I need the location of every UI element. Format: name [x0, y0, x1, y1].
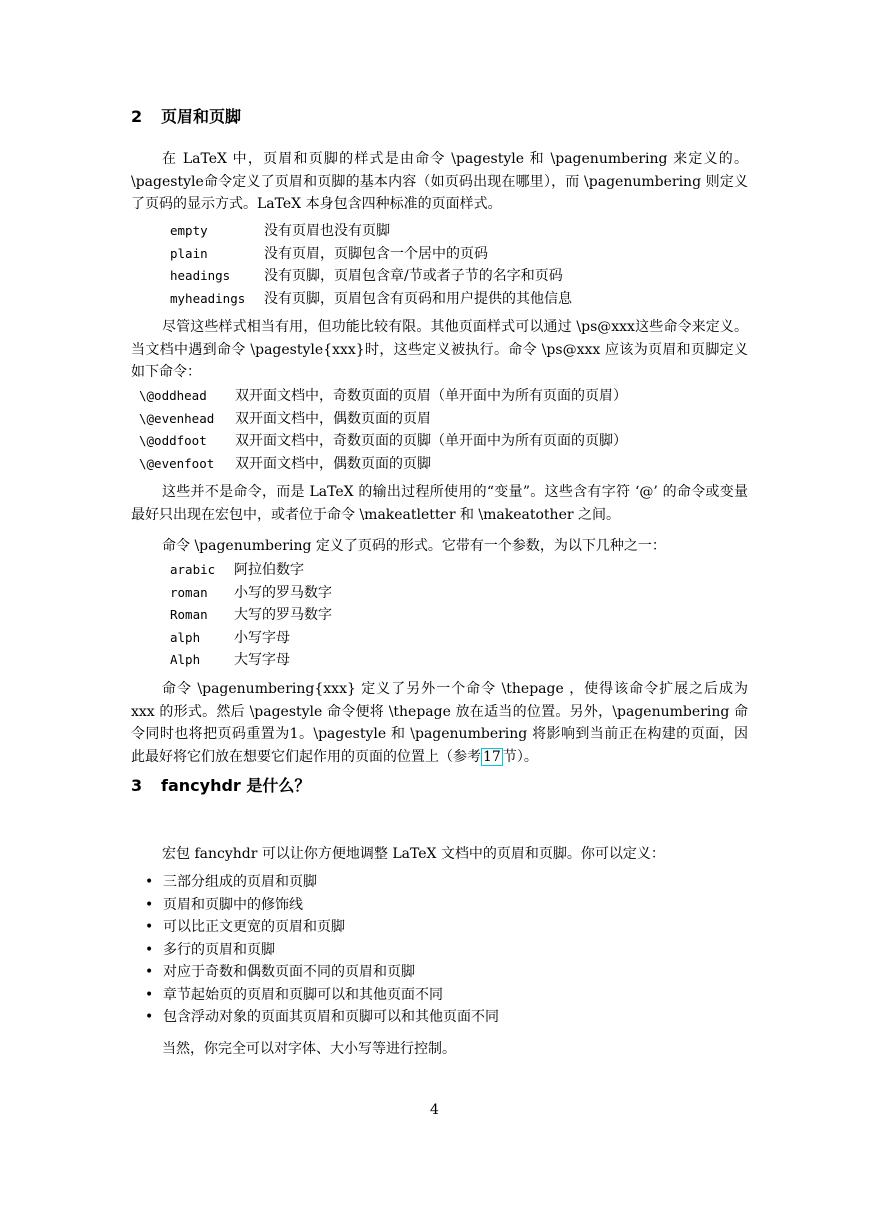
section-2-heading: [131, 104, 241, 127]
section-2-paragraph-3: 这些并不是命令，而是 LaTeX 的输出过程所使用的“变量”。这些含有字符 ‘@’ 的命令或变量最好只出现在宏包中，或者位于命令 \makeatletter 和 \makeatother 之间。: [131, 484, 748, 523]
section-reference-link[interactable]: 17: [483, 748, 501, 765]
term-description: 没有页眉，页脚包含一个居中的页码: [264, 245, 488, 262]
bullet-item: • 对应于奇数和偶数页面不同的页眉和页脚: [145, 961, 499, 984]
paragraph-5-text: 命令 \pagenumbering{xxx} 定义了另外一个命令 \thepage ，使得该命令扩展之后成为 xxx 的形式。然后 \pagestyle 命令便将 \thepage 放在适当的位置。另外，\pagenumbering 命令同时也将把页码重置为1。\pagestyle 和 \pagenumbering 将影响到当前正在构建的页面，因此最好将它们放在想要它们起作用的页面的位置上（参考: [131, 681, 748, 765]
term-description: 没有页眉也没有页脚: [264, 223, 390, 239]
term-description: 没有页脚，页眉包含章/节或者子节的名字和页码: [264, 268, 563, 284]
term-key: Alph: [170, 652, 201, 667]
bullet-item: • 可以比正文更宽的页眉和页脚: [145, 916, 499, 939]
term-key: arabic: [170, 562, 216, 577]
section-2-paragraph-5: [131, 678, 748, 768]
term-key: plain: [170, 245, 208, 261]
section-3-title: fancyhdr 是什么？: [161, 776, 311, 795]
term-description: 双开面文档中，偶数页面的页眉: [235, 410, 431, 427]
bullet-item: • 三部分组成的页眉和页脚: [145, 871, 499, 894]
bullet-item: • 多行的页眉和页脚: [145, 939, 499, 962]
page-number: 4: [430, 1102, 439, 1118]
section-3-paragraph-1: 宏包 fancyhdr 可以让你方便地调整 LaTeX 文档中的页眉和页脚。你可以定义：: [162, 846, 665, 862]
section-2-title: 页眉和页脚: [161, 107, 242, 126]
term-key: headings: [170, 268, 231, 283]
term-key: roman: [170, 584, 208, 600]
term-description: 双开面文档中，偶数页面的页脚: [235, 455, 431, 472]
section-2-paragraph-1: 在 LaTeX 中，页眉和页脚的样式是由命令 \pagestyle 和 \pagenumbering 来定义的。\pagestyle命令定义了页眉和页脚的基本内容（如页码出现在哪里），而 \pagenumbering 则定义了页码的显示方式。LaTeX 本身包含四种标准的页面样式。: [131, 151, 748, 212]
bullet-item: • 页眉和页脚中的修饰线: [145, 894, 499, 917]
term-key: Roman: [170, 607, 208, 622]
paragraph-5-end: 节）。: [502, 748, 538, 765]
bullet-item: • 章节起始页的页眉和页脚可以和其他页面不同: [145, 984, 499, 1007]
section-3-heading: [131, 773, 310, 796]
term-key: myheadings: [170, 290, 246, 306]
section-3-number: 3: [131, 776, 143, 795]
term-description: 阿拉伯数字: [234, 562, 304, 578]
term-description: 双开面文档中，奇数页面的页脚（单开面中为所有页面的页脚）: [235, 433, 627, 449]
term-description: 小写字母: [234, 629, 290, 646]
term-description: 小写的罗马数字: [234, 584, 332, 601]
section-3-paragraph-2: 当然，你完全可以对字体、大小写等进行控制。: [162, 1041, 456, 1057]
term-description: 大写的罗马数字: [234, 607, 332, 623]
feature-bullet-list: [145, 871, 499, 1029]
term-key: \@oddhead: [139, 388, 207, 403]
section-2-number: 2: [131, 107, 143, 126]
bullet-item: • 包含浮动对象的页面其页眉和页脚可以和其他页面不同: [145, 1006, 499, 1029]
term-key: empty: [170, 223, 208, 238]
term-description: 大写字母: [234, 652, 290, 668]
term-description: 双开面文档中，奇数页面的页眉（单开面中为所有页面的页眉）: [235, 388, 627, 404]
term-description: 没有页脚，页眉包含有页码和用户提供的其他信息: [264, 290, 572, 307]
section-2-paragraph-2: 尽管这些样式相当有用，但功能比较有限。其他页面样式可以通过 \ps@xxx这些命令来定义。当文档中遇到命令 \pagestyle{xxx}时，这些定义被执行。命令 \ps@xxx 应该为页眉和页脚定义如下命令：: [131, 319, 748, 380]
term-key: \@evenhead: [139, 410, 215, 426]
term-key: \@oddfoot: [139, 433, 207, 448]
term-key: alph: [170, 629, 201, 645]
section-2-paragraph-4: 命令 \pagenumbering 定义了页码的形式。它带有一个参数，为以下几种之一：: [162, 538, 666, 554]
term-key: \@evenfoot: [139, 455, 215, 471]
